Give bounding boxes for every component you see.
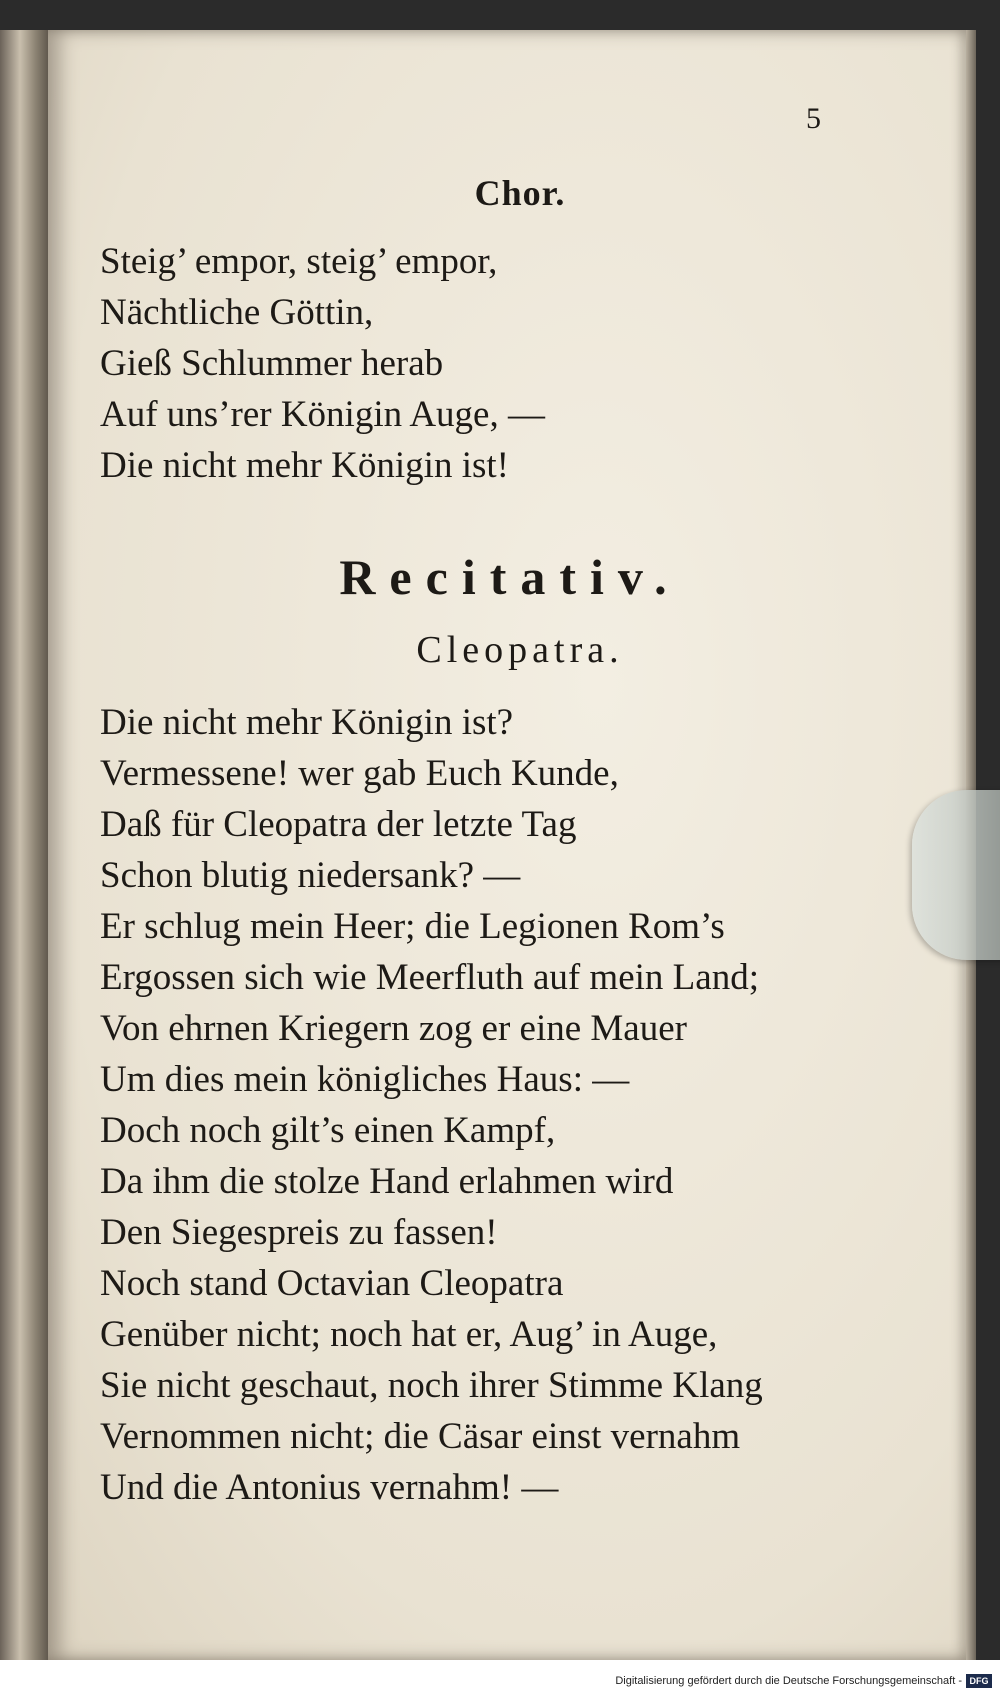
verse-line: Daß für Cleopatra der letzte Tag [100, 804, 577, 845]
verse-chor [100, 236, 860, 491]
verse-line: Steig’ empor, steig’ empor, [100, 241, 498, 282]
verse-line: Genüber nicht; noch hat er, Aug’ in Auge, [100, 1314, 718, 1355]
verse-line: Da ihm die stolze Hand erlahmen wird [100, 1161, 674, 1202]
verse-line: Vernommen nicht; die Cäsar einst vernahm [100, 1416, 741, 1457]
verse-line: Die nicht mehr Königin ist? [100, 702, 514, 743]
footer-credit: Digitalisierung gefördert durch die Deutsche Forschungsgemeinschaft - [615, 1675, 962, 1687]
page-number: 5 [806, 102, 821, 135]
verse-line: Gieß Schlummer herab [100, 343, 444, 384]
heading-recitativ: Recitativ. [339, 549, 681, 605]
verse-line: Auf uns’rer Königin Auge, — [100, 394, 545, 435]
verse-line: Noch stand Octavian Cleopatra [100, 1263, 564, 1304]
verse-line: Er schlug mein Heer; die Legionen Rom’s [100, 906, 725, 947]
verse-line: Ergossen sich wie Meerfluth auf mein Land; [100, 957, 759, 998]
verse-line: Nächtliche Göttin, [100, 292, 374, 333]
page-clip [912, 790, 1000, 960]
verse-line: Vermessene! wer gab Euch Kunde, [100, 753, 619, 794]
speaker-name: Cleopatra. [416, 629, 624, 671]
verse-line: Die nicht mehr Königin ist! [100, 445, 509, 486]
verse-line: Und die Antonius vernahm! — [100, 1467, 559, 1508]
verse-line: Sie nicht geschaut, noch ihrer Stimme Klang [100, 1365, 763, 1406]
book-binding-left [0, 30, 50, 1660]
verse-line: Schon blutig niedersank? — [100, 855, 521, 896]
heading-chor: Chor. [474, 173, 566, 213]
dfg-logo: DFG [966, 1674, 992, 1688]
verse-recitativ [100, 697, 860, 1513]
verse-line: Von ehrnen Kriegern zog er eine Mauer [100, 1008, 687, 1049]
verse-line: Um dies mein königliches Haus: — [100, 1059, 630, 1100]
verse-line: Doch noch gilt’s einen Kampf, [100, 1110, 556, 1151]
verse-line: Den Siegespreis zu fassen! [100, 1212, 498, 1253]
